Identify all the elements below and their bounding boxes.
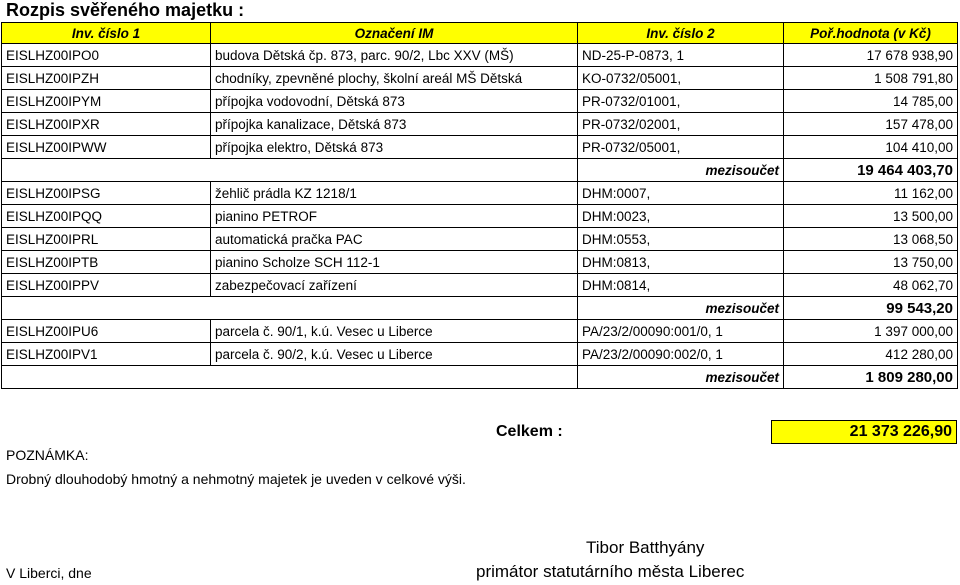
subtotal-value: 19 464 403,70	[784, 159, 958, 182]
cell-value: 157 478,00	[784, 113, 958, 136]
total-label: Celkem :	[496, 423, 563, 440]
property-table	[1, 22, 958, 389]
subtotal-row	[2, 297, 958, 320]
cell-value: 104 410,00	[784, 136, 958, 159]
subtotal-blank	[211, 297, 578, 320]
column-header-value: Poř.hodnota (v Kč)	[784, 23, 958, 44]
subtotal-blank	[2, 366, 211, 389]
cell-inv2: ND-25-P-0873, 1	[578, 44, 784, 67]
cell-inv2: PA/23/2/00090:002/0, 1	[578, 343, 784, 366]
cell-value: 1 508 791,80	[784, 67, 958, 90]
subtotal-blank	[2, 159, 211, 182]
cell-value: 1 397 000,00	[784, 320, 958, 343]
table-row	[2, 228, 958, 251]
document-title: Rozpis svěřeného majetku :	[6, 0, 245, 20]
note-label: POZNÁMKA:	[6, 447, 89, 463]
cell-inv1: EISLHZ00IPYM	[2, 90, 211, 113]
cell-designation: chodníky, zpevněné plochy, školní areál MŠ Dětská	[211, 67, 578, 90]
cell-inv2: DHM:0553,	[578, 228, 784, 251]
cell-designation: přípojka elektro, Dětská 873	[211, 136, 578, 159]
column-header-inv1: Inv. číslo 1	[2, 23, 211, 44]
subtotal-row	[2, 366, 958, 389]
subtotal-blank	[211, 366, 578, 389]
place-date-label: V Liberci, dne	[6, 565, 92, 581]
cell-inv2: DHM:0813,	[578, 251, 784, 274]
cell-value: 17 678 938,90	[784, 44, 958, 67]
cell-designation: přípojka kanalizace, Dětská 873	[211, 113, 578, 136]
cell-designation: přípojka vodovodní, Dětská 873	[211, 90, 578, 113]
cell-value: 13 068,50	[784, 228, 958, 251]
column-header-inv2: Inv. číslo 2	[578, 23, 784, 44]
table-row	[2, 182, 958, 205]
cell-inv1: EISLHZ00IPSG	[2, 182, 211, 205]
cell-inv1: EISLHZ00IPZH	[2, 67, 211, 90]
table-row	[2, 67, 958, 90]
signer-title: primátor statutárního města Liberec	[476, 562, 745, 581]
subtotal-label: mezisoučet	[578, 366, 784, 389]
cell-inv1: EISLHZ00IPRL	[2, 228, 211, 251]
cell-designation: žehlič prádla KZ 1218/1	[211, 182, 578, 205]
subtotal-label: mezisoučet	[578, 297, 784, 320]
table-row	[2, 205, 958, 228]
cell-inv2: PR-0732/01001,	[578, 90, 784, 113]
note-text: Drobný dlouhodobý hmotný a nehmotný majetek je uveden v celkové výši.	[6, 471, 466, 487]
total-value: 21 373 226,90	[771, 420, 957, 444]
cell-value: 11 162,00	[784, 182, 958, 205]
subtotal-value: 1 809 280,00	[784, 366, 958, 389]
signer-name: Tibor Batthyány	[586, 538, 705, 557]
cell-inv1: EISLHZ00IPQQ	[2, 205, 211, 228]
cell-designation: pianino PETROF	[211, 205, 578, 228]
cell-inv2: DHM:0007,	[578, 182, 784, 205]
table-row	[2, 90, 958, 113]
cell-inv1: EISLHZ00IPU6	[2, 320, 211, 343]
column-header-designation: Označení IM	[211, 23, 578, 44]
cell-value: 14 785,00	[784, 90, 958, 113]
cell-inv1: EISLHZ00IPV1	[2, 343, 211, 366]
subtotal-row	[2, 159, 958, 182]
table-row	[2, 320, 958, 343]
table-header-row	[2, 23, 958, 44]
cell-inv2: PA/23/2/00090:001/0, 1	[578, 320, 784, 343]
table-row	[2, 136, 958, 159]
cell-inv2: PR-0732/05001,	[578, 136, 784, 159]
cell-value: 412 280,00	[784, 343, 958, 366]
cell-designation: automatická pračka PAC	[211, 228, 578, 251]
cell-inv2: DHM:0814,	[578, 274, 784, 297]
subtotal-value: 99 543,20	[784, 297, 958, 320]
cell-designation: pianino Scholze SCH 112-1	[211, 251, 578, 274]
cell-inv1: EISLHZ00IPTB	[2, 251, 211, 274]
cell-designation: budova Dětská čp. 873, parc. 90/2, Lbc XXV (MŠ)	[211, 44, 578, 67]
cell-designation: parcela č. 90/2, k.ú. Vesec u Liberce	[211, 343, 578, 366]
subtotal-blank	[211, 159, 578, 182]
cell-designation: parcela č. 90/1, k.ú. Vesec u Liberce	[211, 320, 578, 343]
table-row	[2, 251, 958, 274]
table-row	[2, 113, 958, 136]
subtotal-label: mezisoučet	[578, 159, 784, 182]
cell-inv1: EISLHZ00IPXR	[2, 113, 211, 136]
cell-value: 13 750,00	[784, 251, 958, 274]
table-row	[2, 44, 958, 67]
subtotal-blank	[2, 297, 211, 320]
cell-inv1: EISLHZ00IPWW	[2, 136, 211, 159]
cell-value: 13 500,00	[784, 205, 958, 228]
cell-designation: zabezpečovací zařízení	[211, 274, 578, 297]
cell-inv1: EISLHZ00IPPV	[2, 274, 211, 297]
cell-inv2: PR-0732/02001,	[578, 113, 784, 136]
cell-inv1: EISLHZ00IPO0	[2, 44, 211, 67]
cell-value: 48 062,70	[784, 274, 958, 297]
cell-inv2: KO-0732/05001,	[578, 67, 784, 90]
table-row	[2, 274, 958, 297]
table-row	[2, 343, 958, 366]
cell-inv2: DHM:0023,	[578, 205, 784, 228]
